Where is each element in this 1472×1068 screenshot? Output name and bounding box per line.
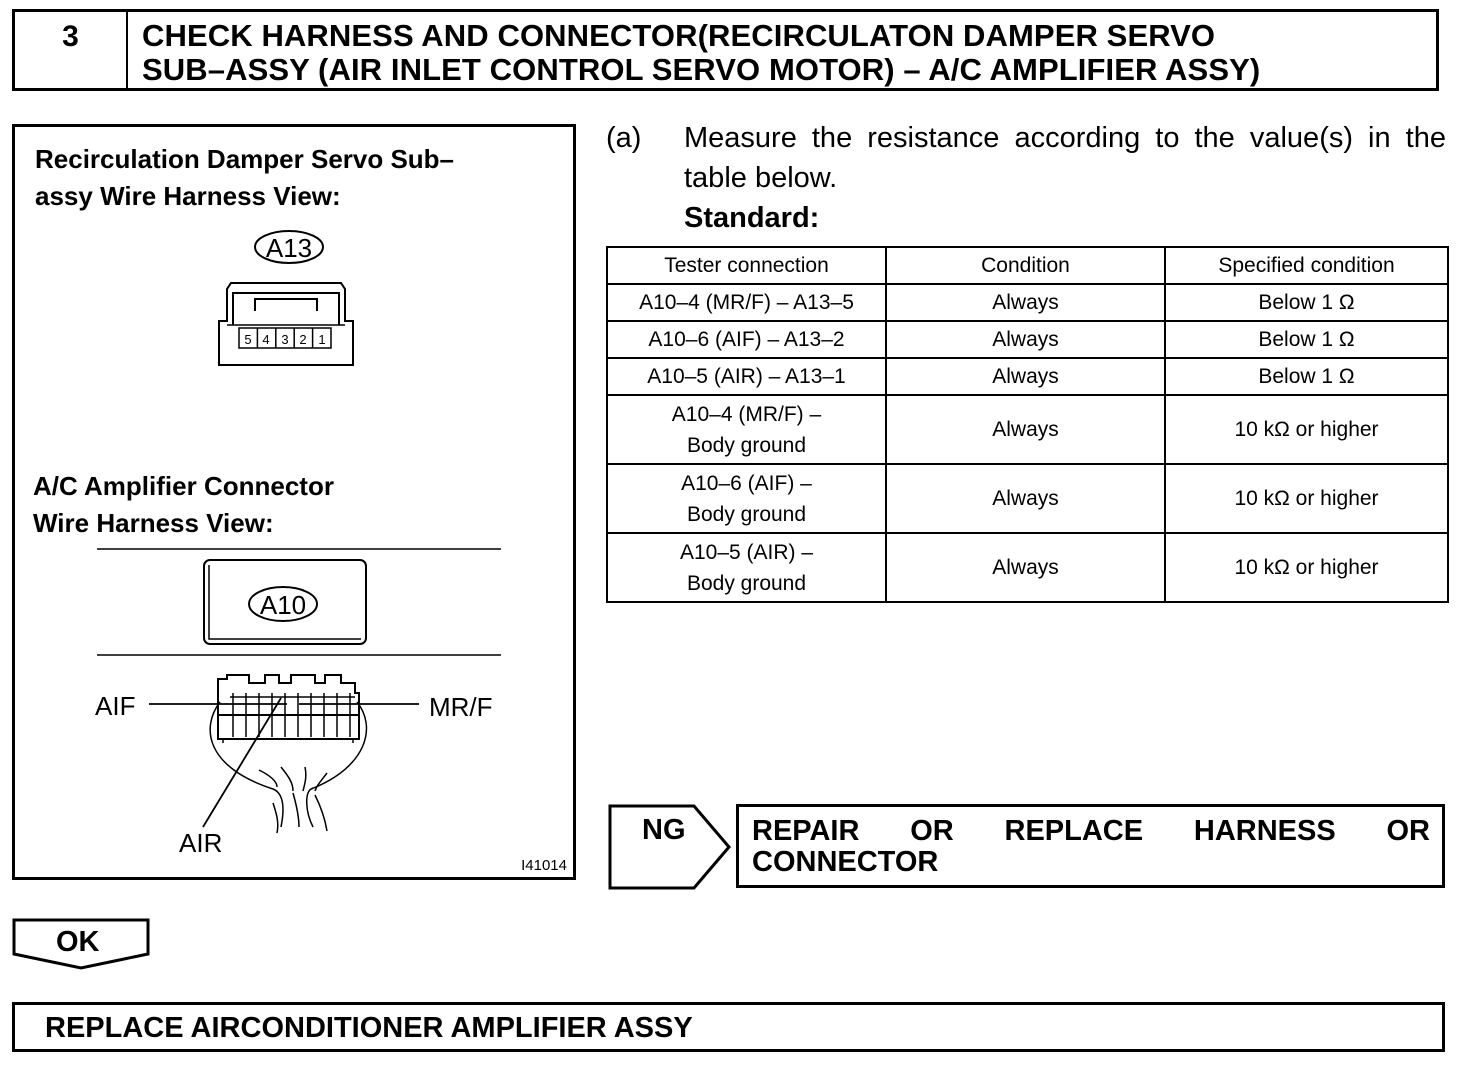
connector-drawing bbox=[15, 127, 573, 877]
air-leader bbox=[203, 698, 281, 827]
cell-connection-line2: Body ground bbox=[686, 571, 807, 595]
servo-connector-drawing bbox=[219, 231, 353, 365]
amp-connector-drawing bbox=[95, 549, 501, 858]
step-title-line1: CHECK HARNESS AND CONNECTOR(RECIRCULATON DAMPER SERVO bbox=[142, 18, 1216, 53]
table-row bbox=[607, 284, 1448, 321]
instruction-marker: (a) bbox=[606, 122, 642, 154]
header-condition: Condition bbox=[886, 247, 1165, 284]
servo-pin-5: 5 bbox=[244, 332, 252, 347]
cell-connection bbox=[607, 395, 886, 464]
amp-label-line1: A/C Amplifier Connector bbox=[33, 471, 334, 501]
ng-label: NG bbox=[642, 814, 686, 846]
cell-condition: Always bbox=[886, 464, 1165, 533]
servo-pin-4: 4 bbox=[262, 332, 270, 347]
servo-pin-3: 3 bbox=[281, 332, 289, 347]
cell-connection-line2: Body ground bbox=[686, 502, 807, 526]
cell-connection bbox=[607, 464, 886, 533]
cell-condition: Always bbox=[886, 395, 1165, 464]
amp-connector-id: A10 bbox=[259, 590, 307, 620]
ng-result-line1: REPAIR OR REPLACE HARNESS OR bbox=[752, 815, 1430, 847]
cell-connection: A10–5 (AIR) – A13–1 bbox=[607, 358, 886, 395]
table-row bbox=[607, 321, 1448, 358]
cell-condition: Always bbox=[886, 321, 1165, 358]
ng-result-line2: CONNECTOR bbox=[752, 846, 939, 878]
step-title-line2: SUB–ASSY (AIR INLET CONTROL SERVO MOTOR) – A/C AMPLIFIER ASSY) bbox=[142, 52, 1261, 87]
amp-label-line2: Wire Harness View: bbox=[33, 508, 274, 538]
table-row bbox=[607, 358, 1448, 395]
cell-connection bbox=[607, 533, 886, 602]
instruction-text: Measure the resistance according to the value(s) in the table below. bbox=[684, 122, 1446, 194]
cell-specified: Below 1 Ω bbox=[1165, 321, 1448, 358]
spec-table bbox=[606, 246, 1449, 603]
servo-label-line2: assy Wire Harness View: bbox=[35, 181, 341, 211]
terminal-air-label: AIR bbox=[179, 828, 223, 858]
cell-condition: Always bbox=[886, 358, 1165, 395]
cell-specified: Below 1 Ω bbox=[1165, 284, 1448, 321]
servo-pin-2: 2 bbox=[299, 332, 307, 347]
table-row bbox=[607, 533, 1448, 602]
step-header bbox=[12, 9, 1439, 91]
ok-label: OK bbox=[56, 926, 100, 958]
step-number: 3 bbox=[15, 12, 128, 88]
header-tester-connection: Tester connection bbox=[607, 247, 886, 284]
cell-condition: Always bbox=[886, 284, 1165, 321]
cell-connection: A10–4 (MR/F) – A13–5 bbox=[607, 284, 886, 321]
terminal-mrf-label: MR/F bbox=[429, 692, 493, 722]
cell-condition: Always bbox=[886, 533, 1165, 602]
cell-specified: Below 1 Ω bbox=[1165, 358, 1448, 395]
cell-connection-line1: A10–5 (AIR) – bbox=[679, 540, 814, 564]
ok-result-box: REPLACE AIRCONDITIONER AMPLIFIER ASSY bbox=[12, 1002, 1445, 1052]
cell-specified: 10 kΩ or higher bbox=[1165, 395, 1448, 464]
step-title bbox=[128, 12, 1436, 88]
header-specified-condition: Specified condition bbox=[1165, 247, 1448, 284]
table-row bbox=[607, 464, 1448, 533]
cell-connection-line1: A10–4 (MR/F) – bbox=[671, 402, 822, 426]
table-row bbox=[607, 395, 1448, 464]
cell-specified: 10 kΩ or higher bbox=[1165, 464, 1448, 533]
cell-connection-line2: Body ground bbox=[686, 433, 807, 457]
standard-label: Standard: bbox=[684, 202, 820, 234]
cell-connection-line1: A10–6 (AIF) – bbox=[681, 471, 812, 495]
cell-connection: A10–6 (AIF) – A13–2 bbox=[607, 321, 886, 358]
servo-connector-id: A13 bbox=[265, 233, 313, 263]
terminal-aif-label: AIF bbox=[95, 691, 136, 721]
connector-figure bbox=[12, 124, 576, 880]
table-header-row bbox=[607, 247, 1448, 284]
ng-result-box bbox=[736, 804, 1445, 888]
servo-label-line1: Recirculation Damper Servo Sub– bbox=[35, 144, 455, 174]
figure-code: I41014 bbox=[521, 857, 567, 874]
cell-specified: 10 kΩ or higher bbox=[1165, 533, 1448, 602]
servo-pin-1: 1 bbox=[318, 332, 326, 347]
